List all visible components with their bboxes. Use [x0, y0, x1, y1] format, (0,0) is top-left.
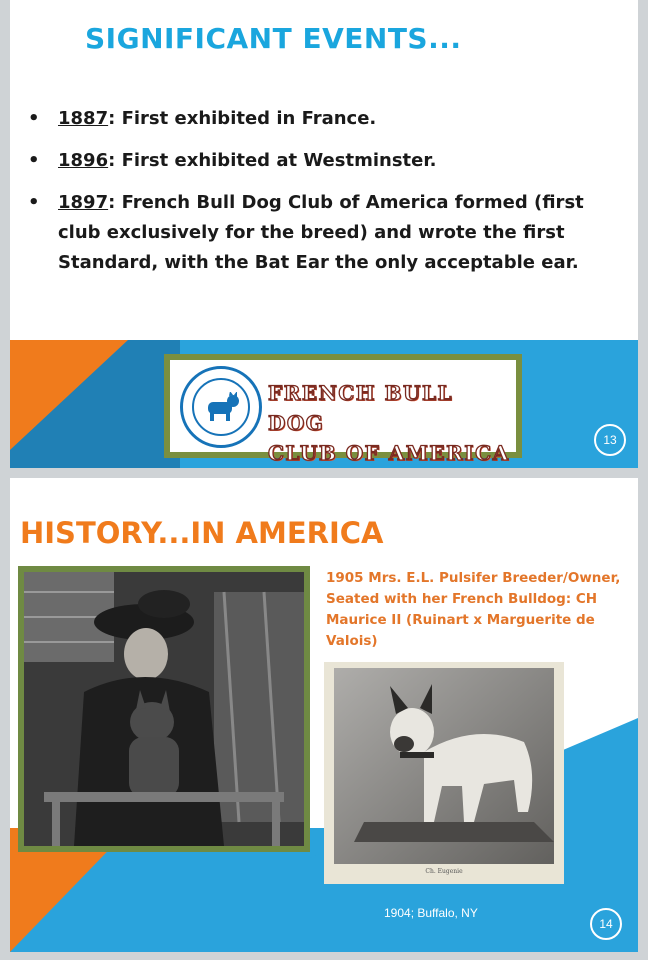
slide-title: SIGNIFICANT EVENTS...	[85, 22, 462, 55]
club-logo	[164, 354, 522, 465]
event-text: : First exhibited at Westminster.	[108, 150, 437, 171]
slide-13	[10, 0, 638, 468]
event-year: 1887	[58, 108, 109, 129]
event-text: : First exhibited in France.	[108, 108, 377, 129]
photo-caption: 1905 Mrs. E.L. Pulsifer Breeder/Owner, Seated with her French Bulldog: CH Maurice II (Ruinart x Marguerite de Valois)	[326, 570, 621, 649]
club-name-line: CLUB OF AMERICA	[268, 441, 510, 465]
historic-photo-bulldog	[324, 662, 564, 884]
event-year: 1896	[58, 150, 109, 171]
club-name-line: FRENCH BULL DOG	[268, 381, 454, 435]
event-text: : French Bull Dog Club of America formed (first club exclusively for the breed) and wrote the first Standard, with the Bat Ear the only acceptable ear.	[58, 192, 584, 273]
historic-photo-owner	[18, 566, 310, 852]
bullet-icon: •	[28, 150, 40, 171]
list-item	[28, 188, 628, 278]
slide-14	[10, 478, 638, 952]
bullet-icon: •	[28, 192, 40, 213]
slide-title: HISTORY...IN AMERICA	[20, 516, 384, 550]
page-number: 14	[590, 908, 622, 940]
bullet-icon: •	[28, 108, 40, 129]
photo-inscription: Ch. Eugenie	[425, 868, 463, 875]
photo-caption-location: 1904; Buffalo, NY	[384, 906, 478, 920]
list-item	[28, 104, 628, 134]
club-name	[268, 378, 516, 468]
list-item	[28, 146, 628, 176]
page-number: 13	[594, 424, 626, 456]
events-list	[28, 104, 628, 290]
event-year: 1897	[58, 192, 109, 213]
bulldog-seal-icon	[180, 366, 262, 448]
